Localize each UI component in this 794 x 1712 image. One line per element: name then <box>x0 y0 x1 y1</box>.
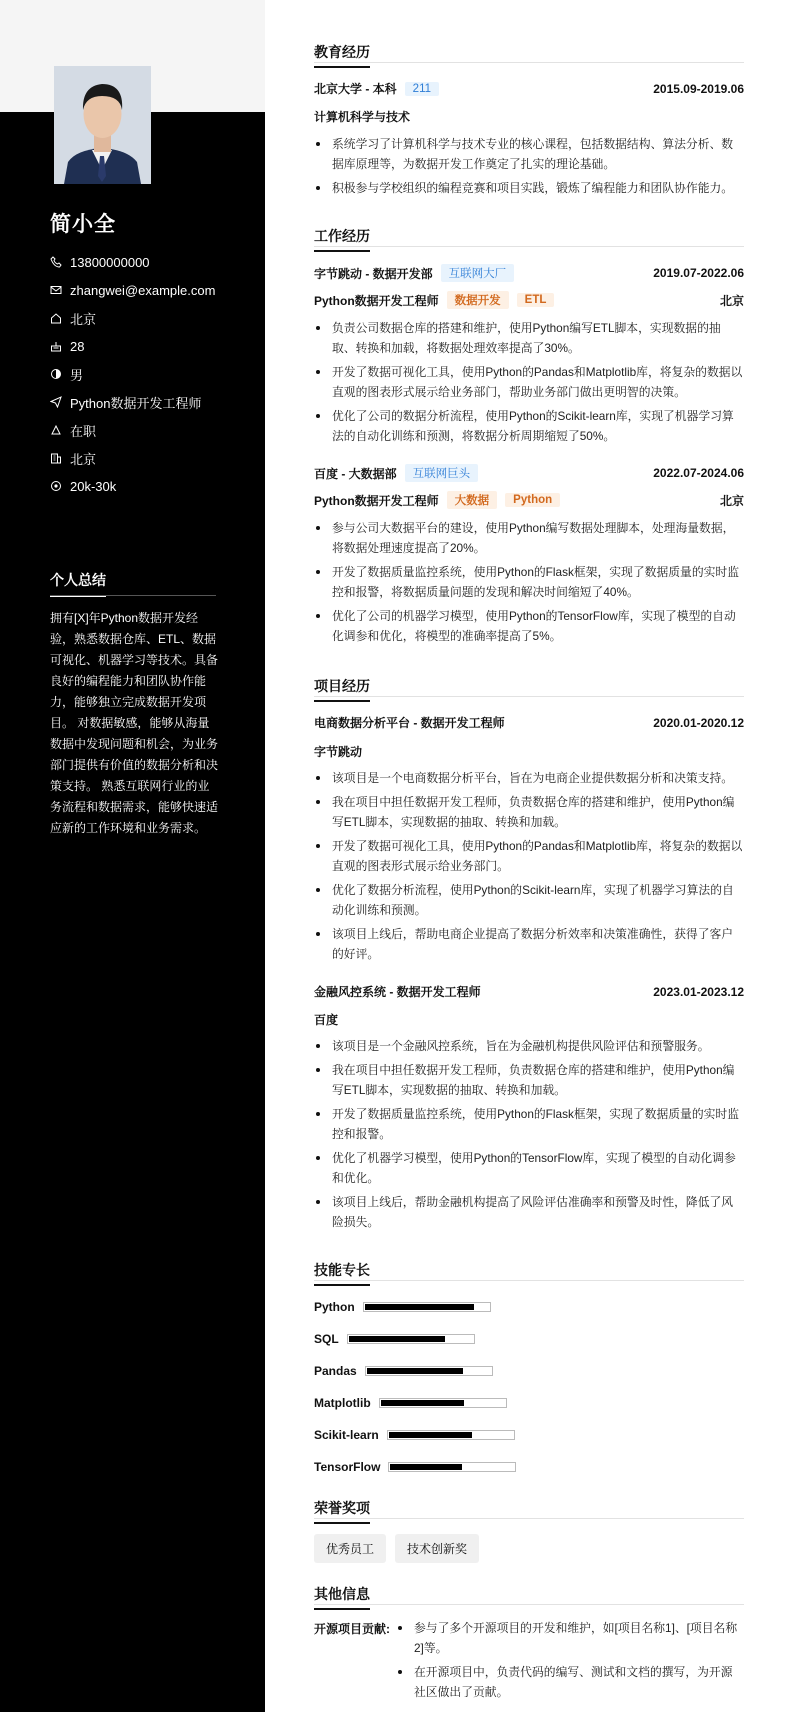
list-item: 开发了数据质量监控系统，使用Python的Flask框架，实现了数据质量的实时监控和报警，将数据质量问题的发现和解决时间缩短了40%。 <box>314 562 744 602</box>
list-item: 该项目是一个金融风控系统，旨在为金融机构提供风险评估和预警服务。 <box>314 1036 744 1056</box>
job-city: 北京 <box>719 493 744 508</box>
project-bullets <box>314 768 744 968</box>
award-badge: 优秀员工 <box>314 1534 386 1563</box>
school-tag: 211 <box>405 82 439 96</box>
gender-icon <box>50 368 62 380</box>
list-item: 该项目上线后，帮助金融机构提高了风险评估准确率和预警及时性，降低了风险损失。 <box>314 1192 744 1232</box>
other-bullets <box>396 1618 744 1706</box>
skill-bar-fill <box>390 1464 461 1470</box>
work-rule <box>314 246 744 247</box>
list-item: 在开源项目中，负责代码的编写、测试和文档的撰写，为开源社区做出了贡献。 <box>396 1662 744 1702</box>
info-gender <box>50 360 215 388</box>
info-position <box>50 388 215 416</box>
info-city <box>50 444 215 472</box>
education-header <box>314 80 744 97</box>
skill-bar-fill <box>389 1432 473 1438</box>
education-rule <box>314 62 744 63</box>
info-location <box>50 304 215 332</box>
list-item: 优化了机器学习模型，使用Python的TensorFlow库，实现了模型的自动化调参和优化。 <box>314 1148 744 1188</box>
job-bullets <box>314 318 744 450</box>
info-gender-text: 男 <box>70 367 84 383</box>
education-date: 2015.09-2019.06 <box>653 81 744 96</box>
job-role-row <box>314 291 744 309</box>
skill-row <box>314 1300 491 1314</box>
skill-bar <box>387 1430 515 1440</box>
list-item: 参与公司大数据平台的建设，使用Python编写数据处理脚本，处理海量数据，将数据处理速度提高了20%。 <box>314 518 744 558</box>
info-city-text: 北京 <box>70 451 97 467</box>
info-position-text: Python数据开发工程师 <box>70 395 202 411</box>
send-icon <box>50 396 62 408</box>
school-name: 北京大学 - 本科 <box>314 82 397 96</box>
list-item: 我在项目中担任数据开发工程师，负责数据仓库的搭建和维护，使用Python编写ETL脚本，实现数据的抽取、转换和加载。 <box>314 792 744 832</box>
home-icon <box>50 312 62 324</box>
skill-name: Python <box>314 1300 355 1314</box>
project-header <box>314 983 744 1000</box>
job-header <box>314 264 744 282</box>
avatar <box>54 66 151 184</box>
job-company-tag: 互联网大厂 <box>441 264 515 282</box>
project-name: 电商数据分析平台 - 数据开发工程师 <box>314 716 505 730</box>
honors-rule <box>314 1518 744 1519</box>
skill-name: Matplotlib <box>314 1396 371 1410</box>
list-item: 优化了公司的数据分析流程，使用Python的Scikit-learn库，实现了机器学习算法的自动化训练和预测，将数据分析周期缩短了50%。 <box>314 406 744 446</box>
info-age <box>50 332 215 360</box>
skill-row <box>314 1332 475 1346</box>
list-item: 开发了数据可视化工具，使用Python的Pandas和Matplotlib库，将复杂的数据以直观的图表形式展示给业务部门，帮助业务部门做出更明智的决策。 <box>314 362 744 402</box>
job-role: Python数据开发工程师 <box>314 293 439 308</box>
job-bullets <box>314 518 744 650</box>
project-company: 百度 <box>314 1013 339 1027</box>
project-company: 字节跳动 <box>314 745 363 759</box>
info-salary <box>50 472 215 500</box>
status-icon <box>50 424 62 436</box>
skill-bar <box>379 1398 507 1408</box>
mail-icon <box>50 284 62 296</box>
list-item: 负责公司数据仓库的搭建和维护，使用Python编写ETL脚本，实现数据的抽取、转换和加载，将数据处理效率提高了30%。 <box>314 318 744 358</box>
phone-icon <box>50 256 62 268</box>
info-phone <box>50 248 215 276</box>
info-status-text: 在职 <box>70 423 97 439</box>
skill-bar-fill <box>365 1304 474 1310</box>
job-company: 字节跳动 - 数据开发部 <box>314 266 433 281</box>
skill-name: TensorFlow <box>314 1460 381 1474</box>
skills-title: 技能专长 <box>314 1260 370 1286</box>
candidate-name: 简小全 <box>50 213 116 236</box>
summary-title: 个人总结 <box>50 570 106 597</box>
other-title: 其他信息 <box>314 1584 370 1610</box>
education-bullets <box>314 134 744 202</box>
skill-row <box>314 1428 515 1442</box>
contact-info-list <box>50 248 215 500</box>
list-item: 该项目是一个电商数据分析平台，旨在为电商企业提供数据分析和决策支持。 <box>314 768 744 788</box>
building-icon <box>50 452 62 464</box>
job-tag: ETL <box>517 293 555 307</box>
job-role: Python数据开发工程师 <box>314 493 439 508</box>
info-age-text: 28 <box>70 338 85 354</box>
job-header <box>314 464 744 482</box>
skill-row <box>314 1364 493 1378</box>
other-rule <box>314 1604 744 1605</box>
skill-bar <box>365 1366 493 1376</box>
skill-name: SQL <box>314 1332 339 1346</box>
job-tag: Python <box>505 493 560 507</box>
job-city: 北京 <box>719 293 744 308</box>
list-item: 开发了数据质量监控系统，使用Python的Flask框架，实现了数据质量的实时监控和报警。 <box>314 1104 744 1144</box>
job-role-row <box>314 491 744 509</box>
skill-bar <box>363 1302 491 1312</box>
info-phone-text: 13800000000 <box>70 254 150 270</box>
work-title: 工作经历 <box>314 226 370 252</box>
job-company-tag: 互联网巨头 <box>405 464 479 482</box>
skills-rule <box>314 1280 744 1281</box>
job-tag: 数据开发 <box>447 291 509 309</box>
project-bullets <box>314 1036 744 1236</box>
education-title: 教育经历 <box>314 42 370 68</box>
skill-bar <box>388 1462 516 1472</box>
summary-divider <box>50 595 216 596</box>
skill-bar-fill <box>349 1336 445 1342</box>
job-tag: 大数据 <box>447 491 498 509</box>
project-date: 2020.01-2020.12 <box>653 715 744 730</box>
cake-icon <box>50 340 62 352</box>
other-label: 开源项目贡献: <box>314 1622 390 1636</box>
honors-title: 荣誉奖项 <box>314 1498 370 1524</box>
info-email <box>50 276 215 304</box>
project-name: 金融风控系统 - 数据开发工程师 <box>314 985 481 999</box>
major: 计算机科学与技术 <box>314 110 411 124</box>
list-item: 优化了公司的机器学习模型，使用Python的TensorFlow库，实现了模型的自动化调参和优化，将模型的准确率提高了5%。 <box>314 606 744 646</box>
award-badge: 技术创新奖 <box>395 1534 479 1563</box>
project-date: 2023.01-2023.12 <box>653 984 744 999</box>
summary-text: 拥有[X]年Python数据开发经验，熟悉数据仓库、ETL、数据可视化、机器学习等技术。具备良好的编程能力和团队协作能力，能够独立完成数据开发项目。 对数据敏感，能够从海量数据中发现问题和机会，为业务部门提供有价值的数据分析和决策支持。 熟悉互联网行业的业务流程和数据需求，能够快速适应新的工作环境和业务需求。 <box>50 611 219 835</box>
skill-name: Pandas <box>314 1364 357 1378</box>
projects-title: 项目经历 <box>314 676 370 702</box>
skill-bar-fill <box>381 1400 465 1406</box>
info-status <box>50 416 215 444</box>
job-company: 百度 - 大数据部 <box>314 466 397 481</box>
list-item: 该项目上线后，帮助电商企业提高了数据分析效率和决策准确性，获得了客户的好评。 <box>314 924 744 964</box>
info-email-text: zhangwei@example.com <box>70 282 216 298</box>
job-date: 2022.07-2024.06 <box>653 466 744 480</box>
job-date: 2019.07-2022.06 <box>653 266 744 280</box>
list-item: 开发了数据可视化工具，使用Python的Pandas和Matplotlib库，将复杂的数据以直观的图表形式展示给业务部门。 <box>314 836 744 876</box>
info-salary-text: 20k-30k <box>70 478 117 494</box>
skill-row <box>314 1460 516 1474</box>
skill-bar-fill <box>367 1368 463 1374</box>
salary-icon <box>50 480 62 492</box>
skill-row <box>314 1396 507 1410</box>
skill-bar <box>347 1334 475 1344</box>
list-item: 系统学习了计算机科学与技术专业的核心课程，包括数据结构、算法分析、数据库原理等，为数据开发工作奠定了扎实的理论基础。 <box>314 134 744 174</box>
list-item: 积极参与学校组织的编程竞赛和项目实践，锻炼了编程能力和团队协作能力。 <box>314 178 744 198</box>
list-item: 优化了数据分析流程，使用Python的Scikit-learn库，实现了机器学习算法的自动化训练和预测。 <box>314 880 744 920</box>
info-location-text: 北京 <box>70 311 97 327</box>
skill-name: Scikit-learn <box>314 1428 379 1442</box>
list-item: 我在项目中担任数据开发工程师，负责数据仓库的搭建和维护，使用Python编写ETL脚本，实现数据的抽取、转换和加载。 <box>314 1060 744 1100</box>
projects-rule <box>314 696 744 697</box>
project-header <box>314 714 744 731</box>
list-item: 参与了多个开源项目的开发和维护，如[项目名称1]、[项目名称2]等。 <box>396 1618 744 1658</box>
